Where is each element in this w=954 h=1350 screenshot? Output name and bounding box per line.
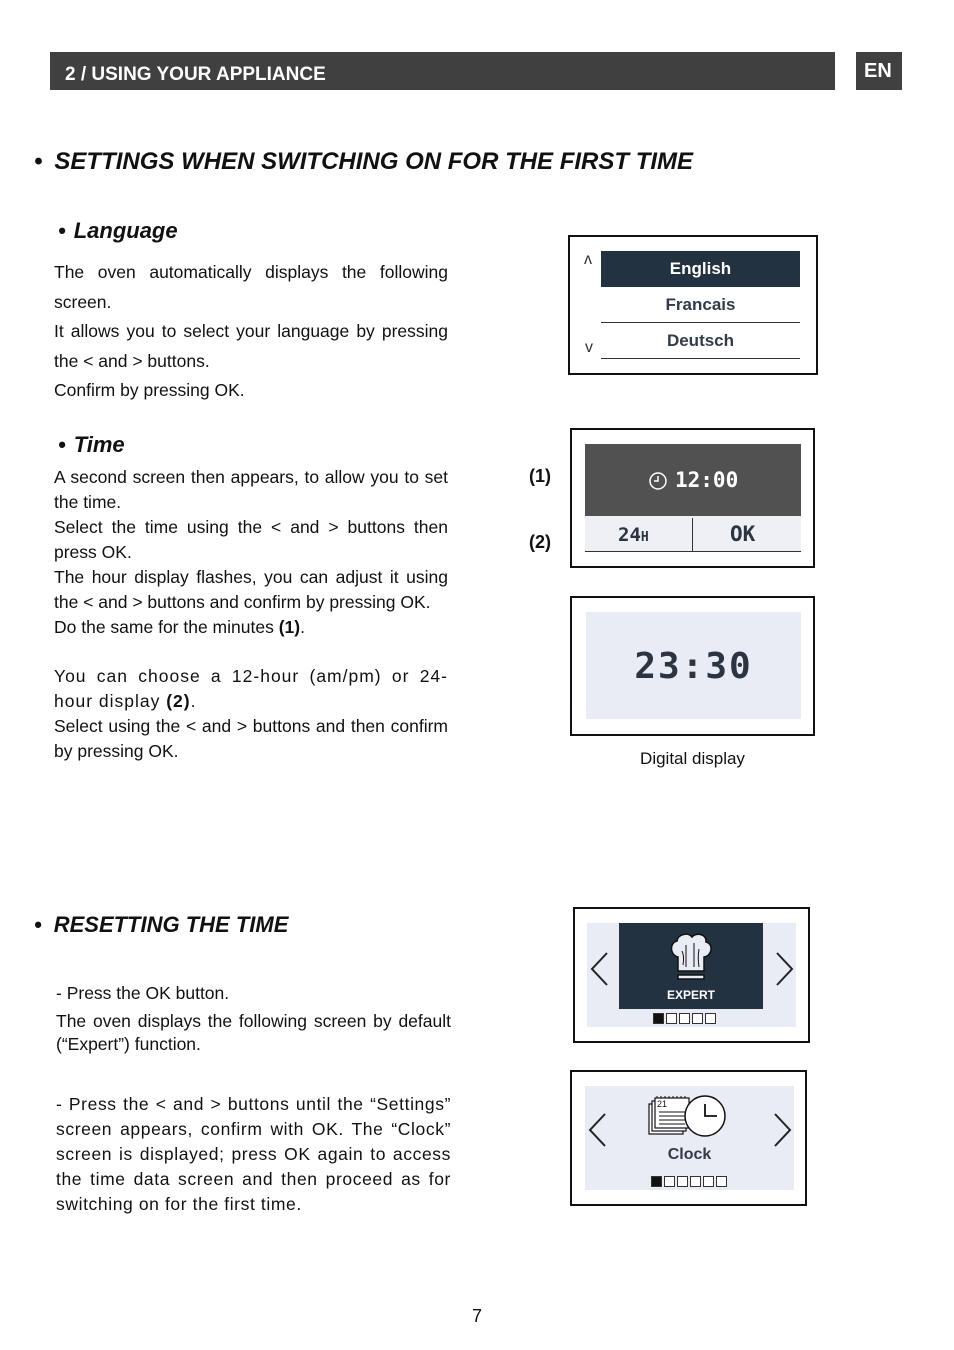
time-paragraph: Do the same for the minutes (1). <box>54 617 305 637</box>
bullet-icon: • <box>58 218 66 243</box>
divider <box>585 551 801 552</box>
time-heading <box>58 432 125 458</box>
page-dot <box>705 1013 716 1024</box>
down-arrow-icon: v <box>585 339 593 356</box>
language-screen <box>568 235 818 375</box>
page-indicator <box>651 1176 729 1188</box>
language-line: Confirm by pressing OK. <box>54 380 245 400</box>
page-dot <box>653 1013 664 1024</box>
time-options-row <box>585 516 801 552</box>
language-heading <box>58 218 178 244</box>
chevron-right-icon[interactable] <box>771 951 797 987</box>
time-paragraph: Select the time using the < and > buttons then press OK. <box>54 517 448 562</box>
resetting-heading <box>34 912 288 938</box>
time-paragraph: You can choose a 12-hour (am/pm) or 24-hour display (2). <box>54 666 448 711</box>
divider <box>601 358 800 359</box>
page-dot <box>703 1176 714 1187</box>
calendar-day: 21 <box>657 1099 668 1109</box>
expert-label: EXPERT <box>666 988 715 1002</box>
page-dot <box>692 1013 703 1024</box>
chevron-left-icon[interactable] <box>585 1112 611 1148</box>
time-text <box>54 465 448 764</box>
page-dot <box>679 1013 690 1024</box>
settings-title: SETTINGS WHEN SWITCHING ON FOR THE FIRST TIME <box>54 148 694 175</box>
language-option-english[interactable]: English <box>601 251 800 287</box>
expert-panel <box>587 923 796 1027</box>
section-header <box>50 52 835 90</box>
callout-1: (1) <box>529 466 551 486</box>
bullet-icon: • <box>34 148 43 175</box>
resetting-paragraph: - Press the < and > buttons until the “Settings” screen appears, confirm with OK. The “Clock” screen is displayed; press OK again to access the time data screen and then proceed as for switching on for the first time. <box>56 1094 451 1214</box>
page-dot <box>664 1176 675 1187</box>
digital-display-caption: Digital display <box>640 749 745 768</box>
ok-option[interactable]: OK <box>730 522 756 546</box>
clock-panel <box>585 1086 794 1190</box>
digital-time: 23:30 <box>634 646 753 687</box>
chef-hat-icon <box>664 929 718 983</box>
language-line: The oven automatically displays the following screen. <box>54 262 448 312</box>
expert-screen <box>573 907 810 1043</box>
digital-display-panel <box>586 612 801 719</box>
expert-tile[interactable] <box>619 923 763 1009</box>
page-number: 7 <box>471 1306 482 1326</box>
page-indicator <box>653 1013 718 1025</box>
clock-icon <box>648 471 668 491</box>
resetting-title: RESETTING THE TIME <box>53 912 289 937</box>
clock-screen <box>570 1070 807 1206</box>
up-arrow-icon: ʌ <box>584 251 592 268</box>
time-setting-screen <box>570 428 815 568</box>
resetting-paragraph: - Press the OK button. <box>56 983 230 1003</box>
language-line: It allows you to select your language by pressing the < and > buttons. <box>54 321 448 371</box>
time-title: Time <box>73 432 125 457</box>
chevron-left-icon[interactable] <box>587 951 613 987</box>
clock-label: Clock <box>667 1146 712 1163</box>
language-code: EN <box>864 60 892 82</box>
section-title: 2 / USING YOUR APPLIANCE <box>65 64 326 85</box>
page-dot <box>690 1176 701 1187</box>
page-dot <box>677 1176 688 1187</box>
page-dot <box>666 1013 677 1024</box>
digital-display-screen <box>570 596 815 736</box>
time-paragraph: The hour display flashes, you can adjust it using the < and > buttons and confirm by pressing OK. <box>54 567 448 612</box>
page-dot <box>716 1176 727 1187</box>
language-option-deutsch[interactable]: Deutsch <box>666 331 735 350</box>
resetting-text <box>56 981 451 1217</box>
language-badge <box>856 52 902 90</box>
time-paragraph: A second screen then appears, to allow you to set the time. <box>54 467 448 512</box>
language-text <box>54 258 448 406</box>
bullet-icon: • <box>58 432 66 457</box>
page-dot <box>651 1176 662 1187</box>
divider <box>692 518 693 552</box>
time-paragraph: Select using the < and > buttons and then confirm by pressing OK. <box>54 716 448 761</box>
resetting-paragraph: The oven displays the following screen by default (“Expert”) function. <box>56 1011 451 1054</box>
settings-heading <box>34 148 693 176</box>
divider <box>601 322 800 323</box>
hour-value[interactable]: 12:00 <box>675 468 739 492</box>
chevron-right-icon[interactable] <box>769 1112 795 1148</box>
24h-format-option[interactable]: 24H <box>618 524 649 546</box>
bullet-icon: • <box>34 912 42 937</box>
callout-2: (2) <box>529 532 551 552</box>
language-option-francais[interactable]: Francais <box>665 295 736 314</box>
language-title: Language <box>73 218 178 243</box>
time-display-panel <box>585 444 801 516</box>
